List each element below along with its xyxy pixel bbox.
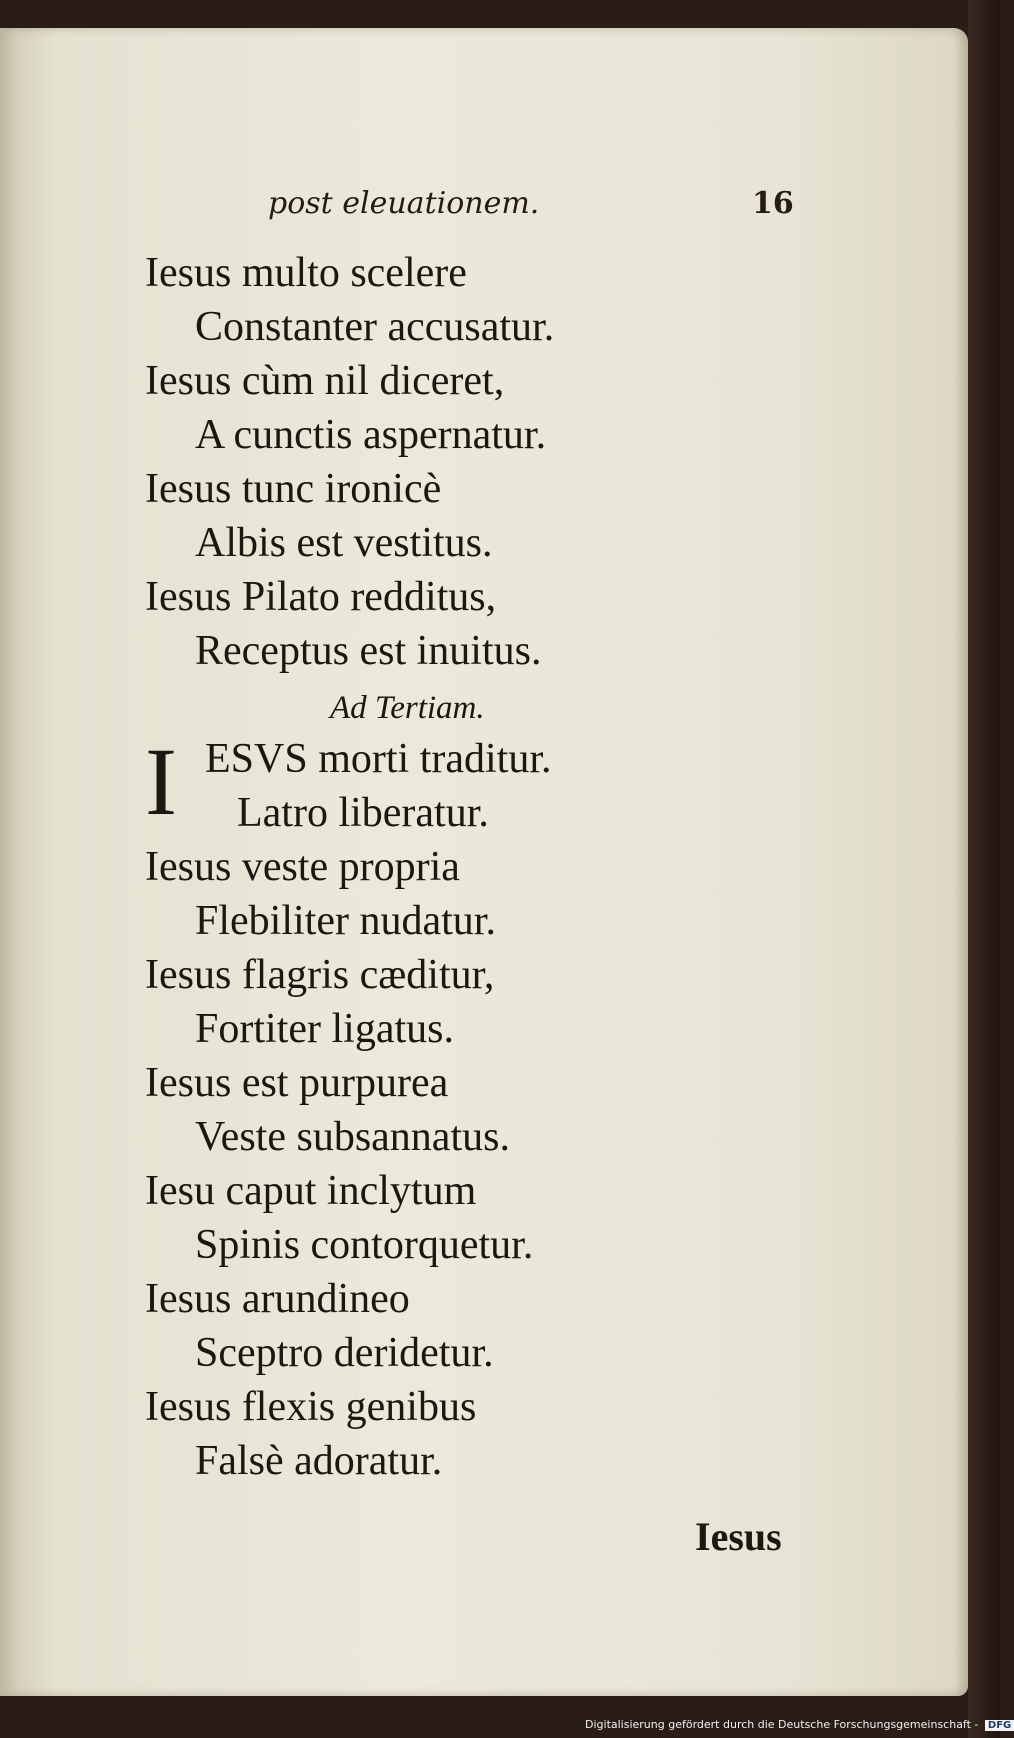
running-head: post eleuationem. bbox=[268, 186, 540, 221]
verse-line: Iesus multo scelere bbox=[145, 250, 467, 296]
digitization-credit bbox=[585, 1718, 1014, 1731]
verse-line: Iesus arundineo bbox=[145, 1276, 410, 1322]
verse-line: Sceptro deridetur. bbox=[195, 1330, 494, 1376]
verse-line: Iesus flexis genibus bbox=[145, 1384, 477, 1430]
verse-line: Spinis contorquetur. bbox=[195, 1222, 534, 1268]
section-heading: Ad Tertiam. bbox=[330, 690, 485, 726]
verse-line: Fortiter ligatus. bbox=[195, 1006, 454, 1052]
verse-line: Latro liberatur. bbox=[237, 790, 489, 836]
catchword: Iesus bbox=[695, 1514, 782, 1559]
dfg-logo: DFG bbox=[985, 1720, 1014, 1731]
book-page bbox=[0, 28, 968, 1696]
verse-line: Iesus Pilato redditus, bbox=[145, 574, 497, 620]
verse-line: Iesus flagris cæditur, bbox=[145, 952, 495, 998]
verse-line: Iesus est purpurea bbox=[145, 1060, 449, 1106]
verse-line: A cunctis aspernatur. bbox=[195, 412, 547, 458]
verse-line: Albis est vestitus. bbox=[195, 520, 493, 566]
verse-line: Iesus cùm nil diceret, bbox=[145, 358, 505, 404]
verse-line: Iesus tunc ironicè bbox=[145, 466, 442, 512]
verse-line: Iesus veste propria bbox=[145, 844, 460, 890]
drop-cap: I bbox=[145, 728, 177, 835]
verse-line: Receptus est inuitus. bbox=[195, 628, 542, 674]
verse-line: ESVS morti traditur. bbox=[205, 736, 552, 782]
verse-line: Veste subsannatus. bbox=[195, 1114, 510, 1160]
verse-line: Constanter accusatur. bbox=[195, 304, 555, 350]
verse-line: Flebiliter nudatur. bbox=[195, 898, 496, 944]
verse-line: Iesu caput inclytum bbox=[145, 1168, 477, 1214]
credit-text: Digitalisierung gefördert durch die Deutsche Forschungsgemeinschaft - bbox=[585, 1718, 979, 1731]
verse-text bbox=[145, 246, 865, 1488]
verse-line: Falsè adoratur. bbox=[195, 1438, 443, 1484]
book-edge bbox=[968, 0, 1000, 1738]
page-number: 16 bbox=[752, 186, 794, 221]
